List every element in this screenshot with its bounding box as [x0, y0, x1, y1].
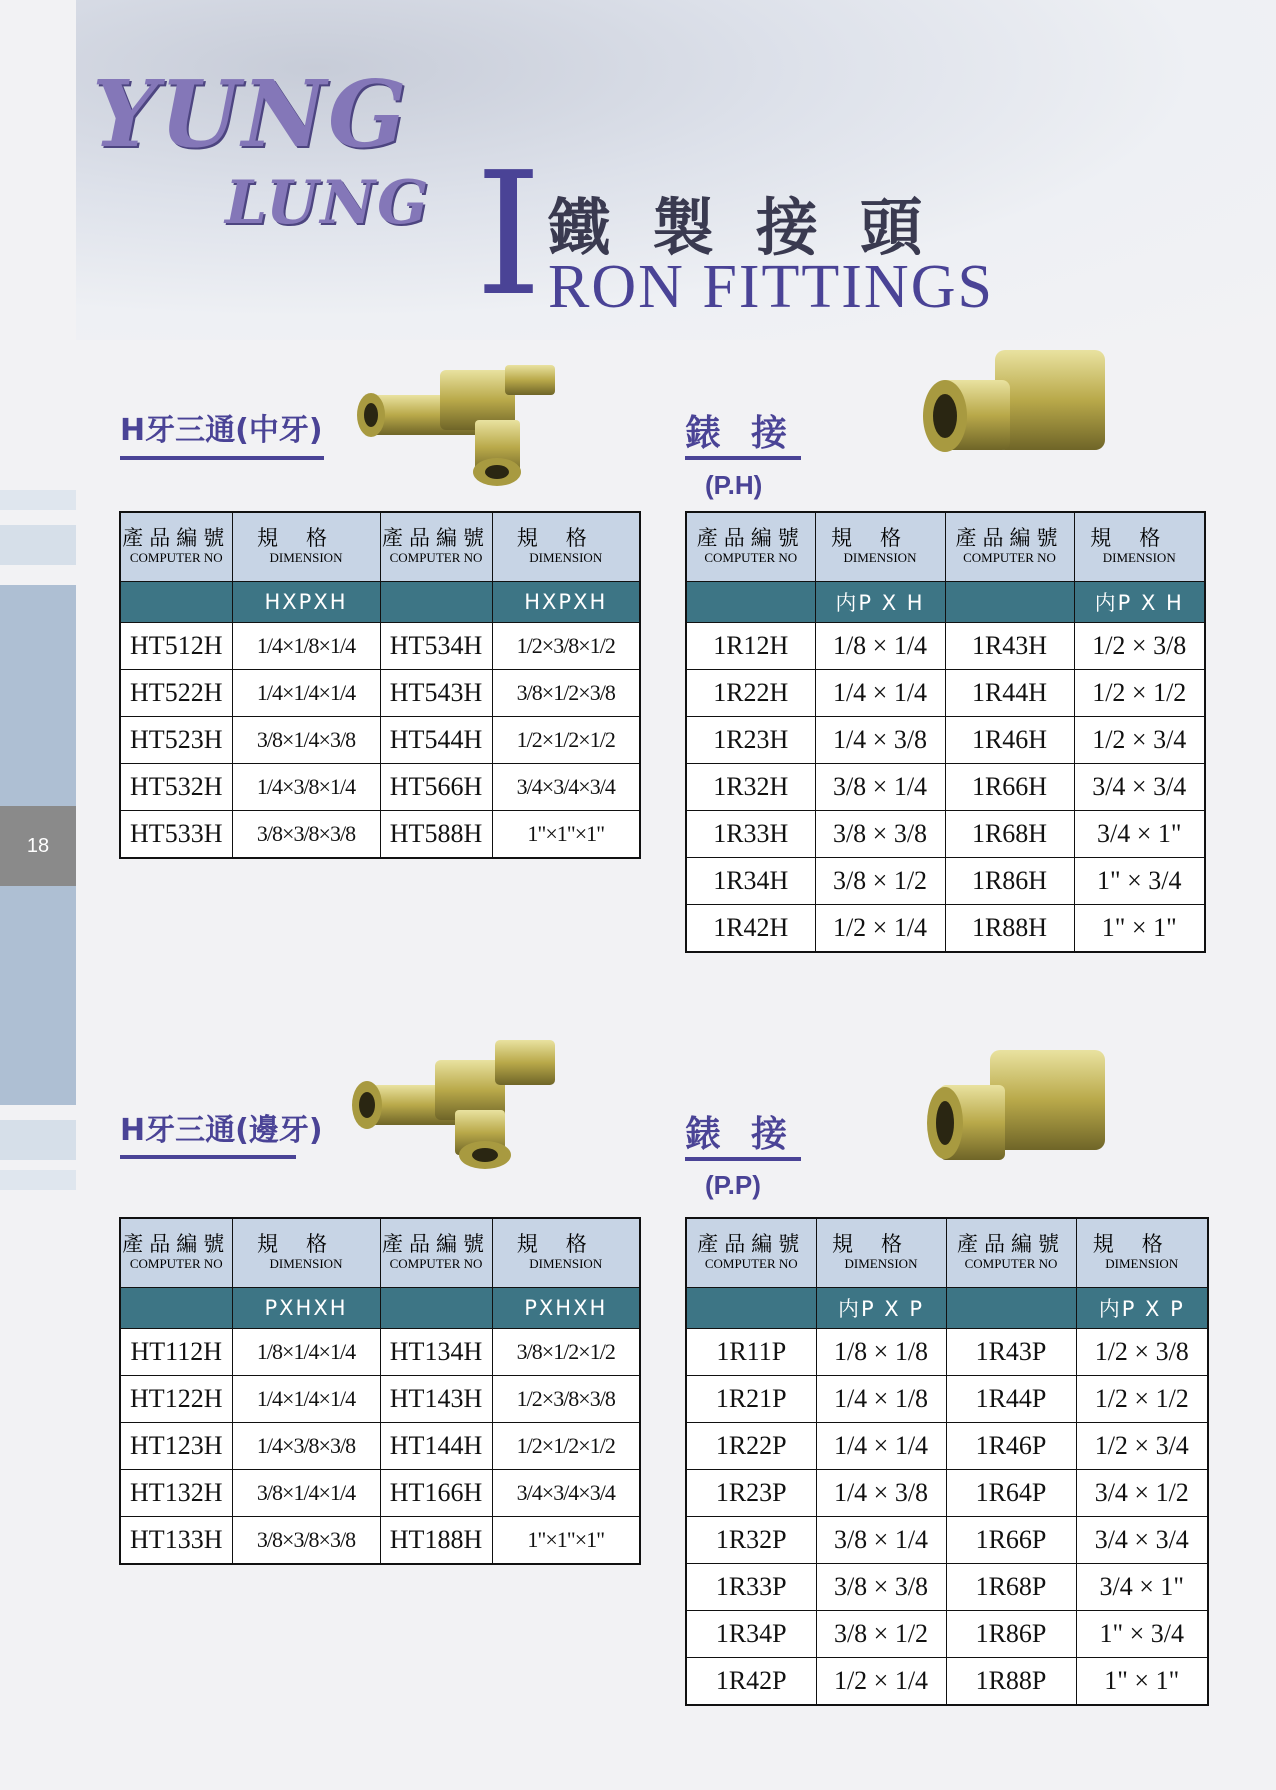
product-code: HT566H [380, 764, 492, 811]
section-underline [685, 1157, 801, 1161]
dimension: 3/8 × 3/8 [815, 811, 945, 858]
product-code: 1R23P [686, 1470, 816, 1517]
dimension: 3/8 × 1/4 [815, 764, 945, 811]
code-header-cn: 產品編號 [697, 1232, 806, 1256]
section-title: H牙三通(中牙) [120, 413, 323, 448]
table-row [120, 1517, 640, 1565]
product-code: HT512H [120, 623, 232, 670]
dimension: 1/2 × 1/2 [1074, 670, 1205, 717]
product-code: 1R64P [946, 1470, 1076, 1517]
dim-header-en: DIMENSION [269, 550, 343, 566]
table-row [120, 1423, 640, 1470]
table-row [686, 1658, 1208, 1706]
code-header [120, 512, 232, 582]
strip-band [0, 490, 76, 510]
table-row [686, 811, 1205, 858]
dim-header-cn: 規格 [257, 1232, 355, 1256]
dim-header [816, 1218, 946, 1288]
product-code: 1R22P [686, 1423, 816, 1470]
dimension: 1/2 × 1/4 [816, 1658, 946, 1706]
table-row [686, 1329, 1208, 1376]
dim-header [815, 512, 945, 582]
dimension: 1/2×1/2×1/2 [492, 717, 640, 764]
code-header-cn: 產品編號 [382, 526, 490, 550]
brand-logo-line2: LUNG [225, 168, 431, 238]
dimension: 3/8 × 1/2 [816, 1611, 946, 1658]
spec-blank [120, 582, 232, 623]
spec-blank [120, 1288, 232, 1329]
product-code: 1R43H [945, 623, 1074, 670]
code-header-cn: 產品編號 [122, 1232, 231, 1256]
spec-table-ht1 [119, 1217, 641, 1565]
product-code: 1R34P [686, 1611, 816, 1658]
product-code: 1R68H [945, 811, 1074, 858]
spec-label: 内P X P [816, 1288, 946, 1329]
product-code: 1R33P [686, 1564, 816, 1611]
product-code: HT523H [120, 717, 232, 764]
spec-blank [686, 1288, 816, 1329]
page-number: 18 [0, 806, 76, 886]
table-row [120, 811, 640, 859]
dimension: 3/8 × 1/4 [816, 1517, 946, 1564]
dim-header [492, 1218, 640, 1288]
dim-header [492, 512, 640, 582]
dimension: 1/2×3/8×3/8 [492, 1376, 640, 1423]
code-header-en: COMPUTER NO [129, 550, 223, 566]
table-row [686, 1376, 1208, 1423]
product-code: 1R88P [946, 1658, 1076, 1706]
dimension: 3/8 × 3/8 [816, 1564, 946, 1611]
code-header [380, 1218, 492, 1288]
section-title: H牙三通(邊牙) [120, 1113, 323, 1148]
strip-band [0, 525, 76, 565]
spec-label: 内P X P [1076, 1288, 1208, 1329]
section-underline [685, 456, 801, 460]
dim-header [232, 1218, 380, 1288]
table-row [686, 717, 1205, 764]
dim-header-en: DIMENSION [529, 550, 603, 566]
code-header [686, 512, 815, 582]
dim-header [232, 512, 380, 582]
product-code: HT143H [380, 1376, 492, 1423]
dimension: 3/4 × 1" [1076, 1564, 1208, 1611]
dimension: 1"×1"×1" [492, 811, 640, 859]
dimension: 3/8×1/2×1/2 [492, 1329, 640, 1376]
dimension: 1/4 × 1/8 [816, 1376, 946, 1423]
section-underline [120, 1155, 296, 1159]
dimension: 1/4×3/8×1/4 [232, 764, 380, 811]
dimension: 3/4 × 3/4 [1076, 1517, 1208, 1564]
dimension: 3/4 × 1" [1074, 811, 1205, 858]
table-row [686, 1517, 1208, 1564]
code-header-en: COMPUTER NO [129, 1256, 223, 1272]
spec-label: PXHXH [492, 1288, 640, 1329]
dimension: 1/4 × 1/4 [816, 1423, 946, 1470]
spec-blank [380, 1288, 492, 1329]
dim-header-cn: 規格 [516, 526, 615, 550]
product-code: 1R12H [686, 623, 815, 670]
code-header [945, 512, 1074, 582]
spec-label: 内P X H [815, 582, 945, 623]
product-code: 1R44P [946, 1376, 1076, 1423]
adapter-fitting-image [915, 340, 1115, 480]
spec-table-ht5 [119, 511, 641, 859]
spec-table-pp [685, 1217, 1209, 1706]
product-code: HT134H [380, 1329, 492, 1376]
product-code: 1R43P [946, 1329, 1076, 1376]
product-code: HT166H [380, 1470, 492, 1517]
product-code: 1R22H [686, 670, 815, 717]
section-subtitle: (P.H) [705, 470, 763, 500]
dimension: 1" × 3/4 [1076, 1611, 1208, 1658]
product-code: HT533H [120, 811, 232, 859]
table-row [120, 1376, 640, 1423]
spec-label: PXHXH [232, 1288, 380, 1329]
dimension: 1/2 × 1/4 [815, 905, 945, 953]
spec-table-ph [685, 511, 1206, 953]
product-code: 1R66P [946, 1517, 1076, 1564]
dimension: 1/4×1/8×1/4 [232, 623, 380, 670]
dim-header-en: DIMENSION [529, 1256, 603, 1272]
product-code: 1R86P [946, 1611, 1076, 1658]
dim-header-en: DIMENSION [843, 550, 917, 566]
product-code: 1R23H [686, 717, 815, 764]
product-code: 1R34H [686, 858, 815, 905]
dim-header [1076, 1218, 1208, 1288]
dimension: 1/8 × 1/8 [816, 1329, 946, 1376]
product-code: 1R88H [945, 905, 1074, 953]
tee-fitting-image [345, 1025, 570, 1175]
dimension: 1/2 × 3/4 [1074, 717, 1205, 764]
spec-label: 内P X H [1074, 582, 1205, 623]
dimension: 3/4×3/4×3/4 [492, 1470, 640, 1517]
product-code: HT112H [120, 1329, 232, 1376]
product-code: HT132H [120, 1470, 232, 1517]
dimension: 3/8×3/8×3/8 [232, 1517, 380, 1565]
product-code: HT522H [120, 670, 232, 717]
code-header [120, 1218, 232, 1288]
code-header-en: COMPUTER NO [389, 550, 483, 566]
strip-band [0, 1120, 76, 1160]
dimension: 1/4 × 3/8 [816, 1470, 946, 1517]
code-header [686, 1218, 816, 1288]
table-row [686, 905, 1205, 953]
product-code: HT133H [120, 1517, 232, 1565]
dimension: 3/8 × 1/2 [815, 858, 945, 905]
dimension: 3/4 × 1/2 [1076, 1470, 1208, 1517]
dimension: 3/8×1/4×3/8 [232, 717, 380, 764]
product-code: 1R86H [945, 858, 1074, 905]
section-title: 錶接 [685, 413, 818, 454]
code-header-en: COMPUTER NO [704, 550, 798, 566]
tee-fitting-image [355, 350, 565, 490]
spec-blank [686, 582, 815, 623]
product-code: HT544H [380, 717, 492, 764]
dimension: 1/4×1/4×1/4 [232, 670, 380, 717]
dimension: 3/4×3/4×3/4 [492, 764, 640, 811]
dimension: 1" × 3/4 [1074, 858, 1205, 905]
dimension: 1/4 × 1/4 [815, 670, 945, 717]
table-row [686, 1564, 1208, 1611]
table-row [686, 623, 1205, 670]
dimension: 1/4×1/4×1/4 [232, 1376, 380, 1423]
table-row [120, 623, 640, 670]
table-row [686, 1423, 1208, 1470]
product-code: 1R44H [945, 670, 1074, 717]
table-row [120, 670, 640, 717]
dimension: 1/2 × 3/8 [1076, 1329, 1208, 1376]
table-row [686, 764, 1205, 811]
dimension: 1" × 1" [1074, 905, 1205, 953]
section-subtitle: (P.P) [705, 1170, 761, 1200]
code-header-cn: 產品編號 [696, 526, 805, 550]
dimension: 1/2 × 3/8 [1074, 623, 1205, 670]
product-code: 1R46H [945, 717, 1074, 764]
dim-header-en: DIMENSION [1105, 1256, 1179, 1272]
dimension: 1/2 × 1/2 [1076, 1376, 1208, 1423]
product-code: HT588H [380, 811, 492, 859]
side-strip [0, 0, 76, 1790]
code-header-cn: 產品編號 [957, 1232, 1065, 1256]
table-row [686, 670, 1205, 717]
section-underline [120, 456, 324, 460]
code-header-en: COMPUTER NO [389, 1256, 483, 1272]
dimension: 3/8×1/2×3/8 [492, 670, 640, 717]
dimension: 1/2×3/8×1/2 [492, 623, 640, 670]
section-title: 錶接 [685, 1114, 818, 1155]
dim-header-en: DIMENSION [269, 1256, 343, 1272]
spec-label: HXPXH [492, 582, 640, 623]
table-row [120, 1329, 640, 1376]
dimension: 3/8×1/4×1/4 [232, 1470, 380, 1517]
product-code: 1R33H [686, 811, 815, 858]
table-row [686, 1470, 1208, 1517]
dimension: 3/8×3/8×3/8 [232, 811, 380, 859]
table-row [120, 717, 640, 764]
product-code: 1R66H [945, 764, 1074, 811]
product-code: HT123H [120, 1423, 232, 1470]
dimension: 1/2×1/2×1/2 [492, 1423, 640, 1470]
adapter-fitting-image [925, 1045, 1115, 1175]
product-code: 1R21P [686, 1376, 816, 1423]
code-header-cn: 產品編號 [122, 526, 231, 550]
dim-header-cn: 規格 [832, 1232, 930, 1256]
product-code: HT144H [380, 1423, 492, 1470]
page-title-en: RON FITTINGS [548, 253, 994, 321]
product-code: 1R42H [686, 905, 815, 953]
spec-blank [380, 582, 492, 623]
dimension: 3/4 × 3/4 [1074, 764, 1205, 811]
dimension: 1" × 1" [1076, 1658, 1208, 1706]
dim-header-cn: 規格 [1090, 526, 1189, 550]
product-code: HT122H [120, 1376, 232, 1423]
product-code: 1R11P [686, 1329, 816, 1376]
dim-header-cn: 規格 [516, 1232, 615, 1256]
code-header [380, 512, 492, 582]
brand-logo-line1: YUNG [92, 60, 409, 168]
code-header [946, 1218, 1076, 1288]
strip-band [0, 1170, 76, 1190]
code-header-cn: 產品編號 [382, 1232, 490, 1256]
code-header-cn: 產品編號 [955, 526, 1064, 550]
code-header-en: COMPUTER NO [963, 550, 1056, 566]
page-title-cn: 鐵製接頭 [548, 195, 965, 263]
code-header-en: COMPUTER NO [964, 1256, 1058, 1272]
dimension: 1"×1"×1" [492, 1517, 640, 1565]
dim-header-en: DIMENSION [844, 1256, 918, 1272]
table-row [120, 764, 640, 811]
product-code: 1R42P [686, 1658, 816, 1706]
dim-header-cn: 規格 [831, 526, 929, 550]
code-header-en: COMPUTER NO [704, 1256, 798, 1272]
product-code: 1R68P [946, 1564, 1076, 1611]
spec-blank [945, 582, 1074, 623]
dimension: 1/2 × 3/4 [1076, 1423, 1208, 1470]
dim-header [1074, 512, 1205, 582]
spec-blank [946, 1288, 1076, 1329]
product-code: 1R46P [946, 1423, 1076, 1470]
dimension: 1/4 × 3/8 [815, 717, 945, 764]
dim-header-en: DIMENSION [1102, 550, 1176, 566]
dimension: 1/8 × 1/4 [815, 623, 945, 670]
product-code: 1R32H [686, 764, 815, 811]
product-code: HT534H [380, 623, 492, 670]
product-code: HT543H [380, 670, 492, 717]
title-initial: I [475, 136, 543, 334]
product-code: HT188H [380, 1517, 492, 1565]
product-code: HT532H [120, 764, 232, 811]
table-row [686, 858, 1205, 905]
dimension: 1/8×1/4×1/4 [232, 1329, 380, 1376]
dimension: 1/4×3/8×3/8 [232, 1423, 380, 1470]
table-row [120, 1470, 640, 1517]
table-row [686, 1611, 1208, 1658]
dim-header-cn: 規格 [1092, 1232, 1191, 1256]
product-code: 1R32P [686, 1517, 816, 1564]
dim-header-cn: 規格 [257, 526, 355, 550]
spec-label: HXPXH [232, 582, 380, 623]
